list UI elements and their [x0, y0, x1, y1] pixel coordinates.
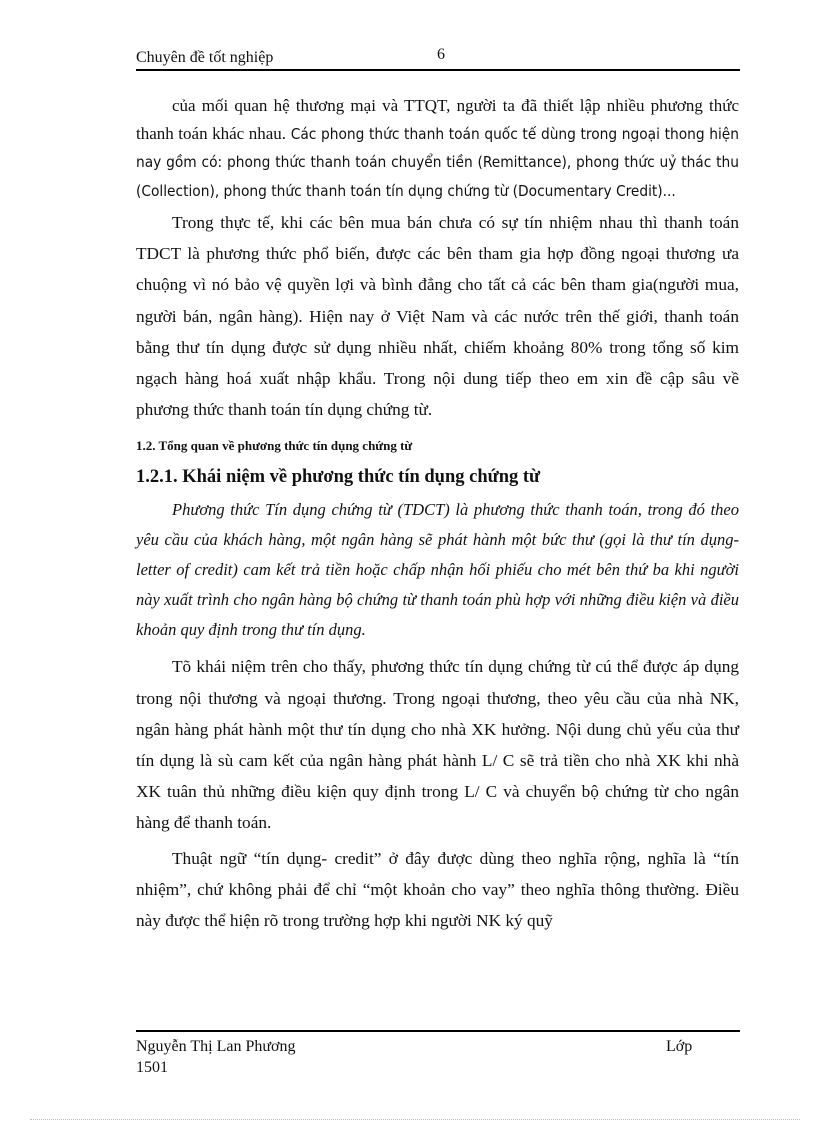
footer-author: Nguyễn Thị Lan Phương: [136, 1038, 296, 1055]
definition-paragraph: Phương thức Tín dụng chứng từ (TDCT) là phương thức thanh toán, trong đó theo yêu cầu của khách hàng, một ngân hàng sẽ phát hành một bức thư (gọi là thư tín dụng- letter of credit) cam kết trả tiền hoặc chấp nhận hối phiếu cho mét bên thứ ba khi người này xuất trình cho ngân hàng bộ chứng từ thanh toán phù hợp với những điều kiện và điều khoản quy định trong thư tín dụng.: [136, 500, 739, 640]
page-edge-divider: [30, 1119, 800, 1120]
header-rule: [136, 69, 740, 71]
footer-class-number: 1501: [136, 1059, 168, 1076]
page-header: [136, 46, 740, 68]
paragraph-1-part-a: của mối quan hệ thương mại và TTQT, người ta đã thiết lập nhiều phương thức thanh toán khác nhau.: [136, 96, 739, 143]
footer-rule: [136, 1030, 740, 1032]
footer-class-label: Lớp: [666, 1038, 693, 1055]
page-number: 6: [437, 46, 445, 63]
paragraph-1-part-b: Các phong thức thanh toán quốc tế dùng trong ngoại thong hiện nay gồm có: phong thức thanh toán chuyển tiền (Remittance), phong thức uỷ thác thu (Collection), phong thức thanh toán tín dụng chứng từ (Documentary Credit)...: [136, 124, 739, 200]
paragraph-3: Tõ khái niệm trên cho thấy, phương thức tín dụng chứng từ cú thể được áp dụng trong nội thương và ngoại thương. Trong ngoại thương, theo yêu cầu của nhà NK, ngân hàng phát hành một thư tín dụng cho nhà XK hưởng. Nội dung chủ yếu của thư tín dụng là sù cam kết của ngân hàng phát hành L/ C sẽ trả tiền cho nhà XK khi nhà XK tuân thủ những điều kiện quy định trong L/ C và chuyển bộ chứng từ cho ngân hàng để thanh toán.: [136, 657, 739, 833]
document-body: [136, 92, 739, 936]
section-heading: 1.2. Tổng quan về phương thức tín dụng chứng từ: [136, 438, 413, 454]
paragraph-4: Thuật ngữ “tín dụng- credit” ở đây được dùng theo nghĩa rộng, nghĩa là “tín nhiệm”, chứ không phải để chỉ “một khoản cho vay” theo nghĩa thông thường. Điều này được thể hiện rõ trong trường hợp khi người NK ký quỹ: [136, 848, 739, 931]
subsection-heading: 1.2.1. Khái niệm về phương thức tín dụng chứng từ: [136, 467, 541, 488]
paragraph-2: Trong thực tế, khi các bên mua bán chưa có sự tín nhiệm nhau thì thanh toán TDCT là phương thức phổ biến, được các bên tham gia hợp đồng ngoại thương ưa chuộng vì nó bảo vệ quyền lợi và bình đẳng cho tất cả các bên tham gia(người mua, người bán, ngân hàng). Hiện nay ở Việt Nam và các nước trên thế giới, thanh toán bằng thư tín dụng được sử dụng nhiều nhất, chiếm khoảng 80% trong tổng số kim ngạch hàng hoá xuất nhập khẩu. Trong nội dung tiếp theo em xin đề cập sâu về phương thức thanh toán tín dụng chứng từ.: [136, 213, 739, 420]
header-title: Chuyên đề tốt nghiệp: [136, 49, 274, 66]
paragraph-1: [136, 92, 739, 205]
